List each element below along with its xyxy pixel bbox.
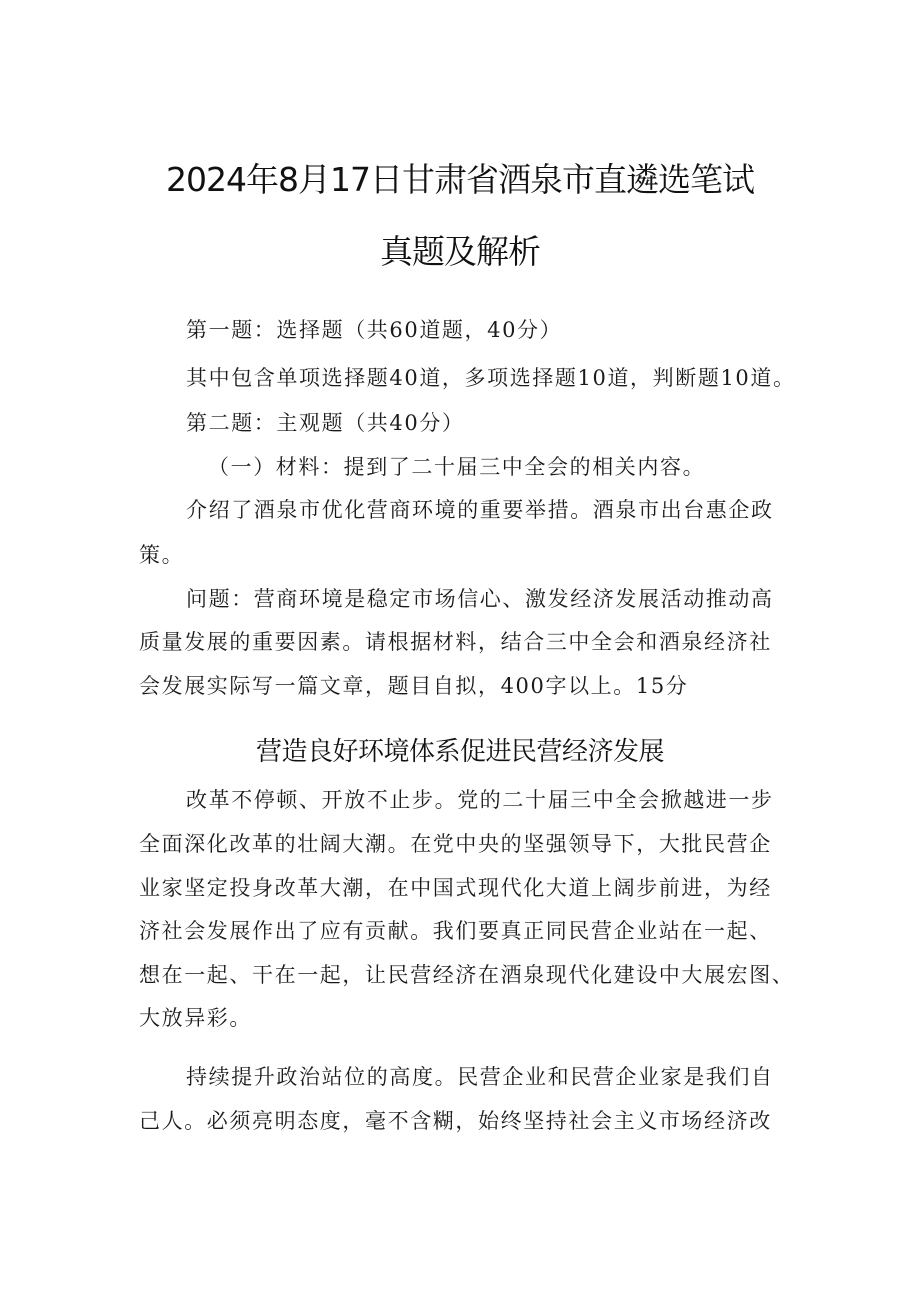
material-line: 介绍了酒泉市优化营商环境的重要举措。酒泉市出台惠企政 (186, 498, 774, 522)
exam-part1-detail: 其中包含单项选择题40道，多项选择题10道，判断题10道。 (186, 366, 796, 390)
document-title-line-1: 2024年8月17日甘肃省酒泉市直遴选笔试 (166, 160, 754, 199)
essay-paragraph-line: 己人。必须亮明态度，毫不含糊，始终坚持社会主义市场经济改 (139, 1109, 772, 1133)
material-line: 策。 (139, 543, 185, 567)
essay-paragraph-line: 大放异彩。 (139, 1006, 252, 1030)
question-line: 质量发展的重要因素。请根据材料，结合三中全会和酒泉经济社 (139, 630, 772, 654)
exam-part2: 第二题：主观题（共40分） (186, 411, 465, 435)
document-title-line-2: 真题及解析 (380, 232, 540, 271)
essay-title: 营造良好环境体系促进民营经济发展 (255, 737, 664, 767)
essay-paragraph-line: 想在一起、干在一起，让民营经济在酒泉现代化建设中大展宏图、 (139, 963, 795, 987)
essay-paragraph-line: 改革不停顿、开放不止步。党的二十届三中全会掀越进一步 (186, 788, 774, 812)
essay-paragraph-line: 业家坚定投身改革大潮，在中国式现代化大道上阔步前进，为经 (139, 876, 772, 900)
essay-paragraph-line: 济社会发展作出了应有贡献。我们要真正同民营企业站在一起、 (139, 919, 772, 943)
question-line: 会发展实际写一篇文章，题目自拟，400字以上。15分 (139, 674, 689, 698)
material-label: （一）材料：提到了二十届三中全会的相关内容。 (208, 455, 706, 479)
essay-paragraph-line: 持续提升政治站位的高度。民营企业和民营企业家是我们自 (186, 1065, 774, 1089)
essay-paragraph-line: 全面深化改革的壮阔大潮。在党中央的坚强领导下，大批民营企 (139, 832, 772, 856)
question-line: 问题：营商环境是稳定市场信心、激发经济发展活动推动高 (186, 587, 774, 611)
exam-part1: 第一题：选择题（共60道题，40分） (186, 318, 563, 342)
